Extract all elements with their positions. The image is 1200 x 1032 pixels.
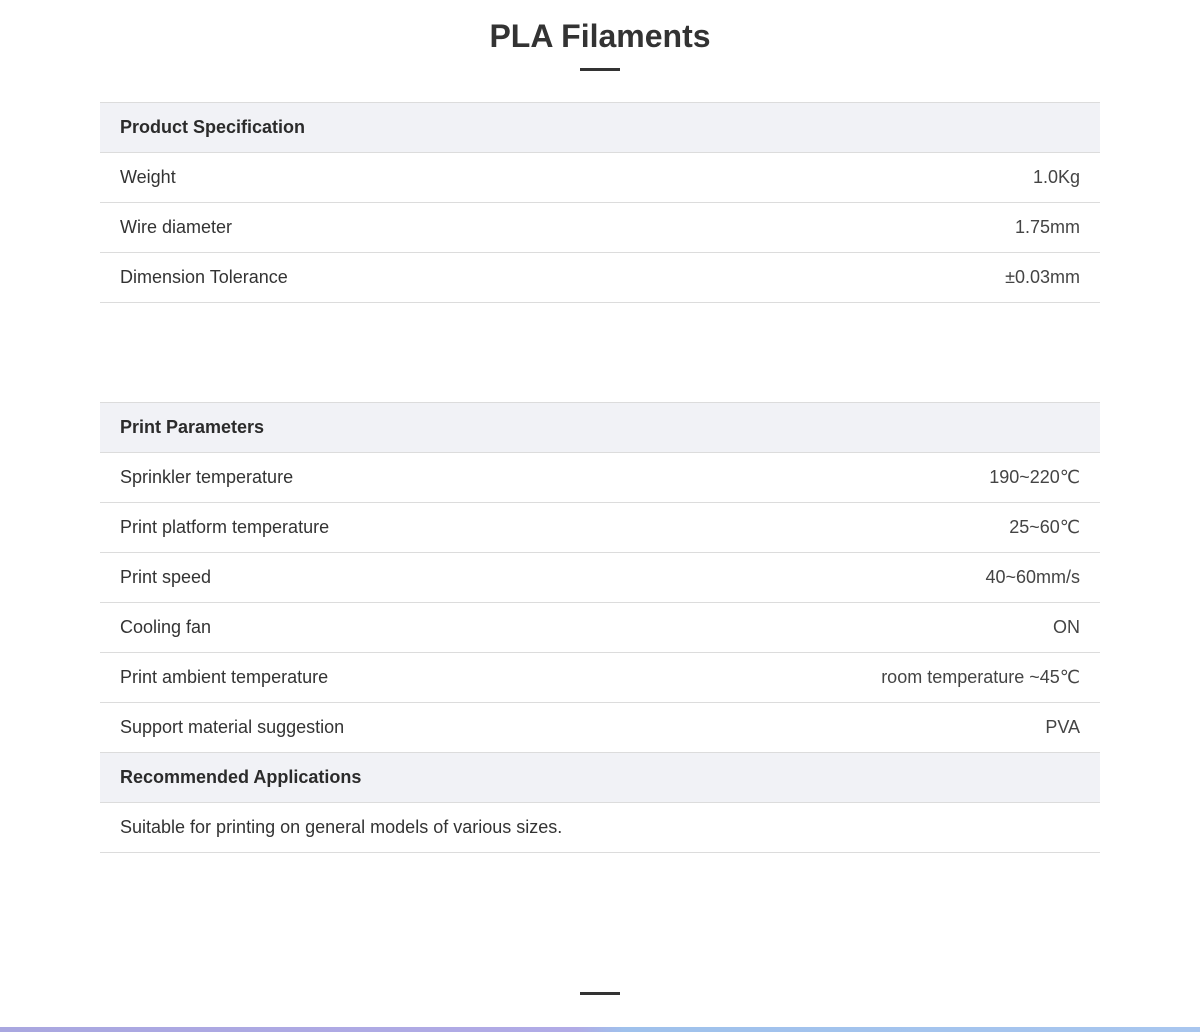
weight-label: Weight (120, 167, 176, 187)
table-header-row (100, 753, 1100, 803)
print-speed-label: Print speed (120, 567, 212, 587)
recommended-applications-text: Suitable for printing on general models of various sizes. (120, 817, 563, 837)
platform-temperature-value: 25~60℃ (1009, 517, 1080, 537)
table-row (100, 153, 1100, 203)
recommended-applications-heading: Recommended Applications (120, 767, 362, 787)
support-material-value: PVA (1045, 717, 1080, 737)
dimension-tolerance-label: Dimension Tolerance (120, 267, 288, 287)
support-material-label: Support material suggestion (120, 717, 345, 737)
sprinkler-temperature-value: 190~220℃ (989, 467, 1080, 487)
table-row (100, 503, 1100, 553)
product-specification-table (100, 102, 1100, 303)
ambient-temperature-label: Print ambient temperature (120, 667, 329, 687)
table-row (100, 703, 1100, 753)
table-row (100, 653, 1100, 703)
wire-diameter-value: 1.75mm (1014, 217, 1080, 237)
title-underline-divider (580, 68, 620, 71)
dimension-tolerance-value: ±0.03mm (1005, 267, 1080, 287)
cooling-fan-label: Cooling fan (120, 617, 212, 637)
weight-value: 1.0Kg (1032, 167, 1080, 187)
table-row (100, 253, 1100, 303)
ambient-temperature-value: room temperature ~45℃ (881, 667, 1080, 687)
platform-temperature-label: Print platform temperature (120, 517, 330, 537)
table-row (100, 603, 1100, 653)
page-title: PLA Filaments (489, 18, 711, 54)
table-row (100, 453, 1100, 503)
section-divider (580, 992, 620, 995)
table-header-row (100, 103, 1100, 153)
table-row (100, 203, 1100, 253)
table-header-row (100, 403, 1100, 453)
wire-diameter-label: Wire diameter (120, 217, 233, 237)
print-parameters-table (100, 402, 1100, 853)
table-row (100, 803, 1100, 853)
table-row (100, 553, 1100, 603)
bottom-accent-bar (0, 1027, 1200, 1032)
product-specification-heading: Product Specification (120, 117, 306, 137)
cooling-fan-value: ON (1053, 617, 1080, 637)
sprinkler-temperature-label: Sprinkler temperature (120, 467, 294, 487)
print-parameters-heading: Print Parameters (120, 417, 265, 437)
print-speed-value: 40~60mm/s (985, 567, 1080, 587)
